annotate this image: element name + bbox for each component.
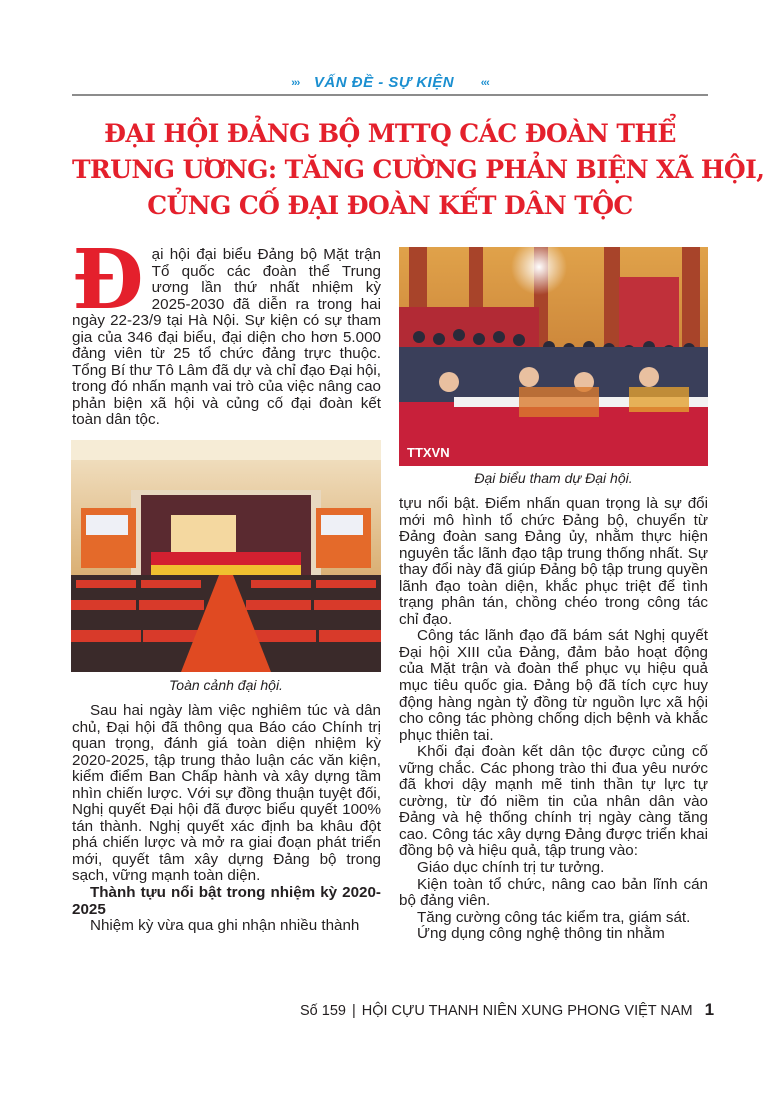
body-paragraph: Sau hai ngày làm việc nghiêm túc và dân chủ, Đại hội đã thông qua Báo cáo Chính trị quan trọng, đánh giá toàn diện nhiệm kỳ 2020-2025, tập trung thảo luận các văn kiện, kiểm điểm Ban Chấp hành và xây dựng tầm nhìn chiến lược. Với sự đồng thuận tuyệt đối, Nghị quyết Đại hội đã được biểu quyết 100% tán thành. Nghị quyết xác định ba khâu đột phá chiến lược và mở ra giai đoạn phát triển mới, quyết tâm xây dựng Đảng bộ trong sạch, vững mạnh toàn diện.	[72, 702, 381, 885]
subheading: Thành tựu nổi bật trong nhiệm kỳ 2020-2025	[72, 884, 381, 918]
intro-paragraph	[72, 232, 381, 429]
list-item: Kiện toàn tổ chức, nâng cao bản lĩnh cán bộ đảng viên.	[399, 875, 708, 910]
intro-text: ại hội đại biểu Đảng bộ Mặt trận Tổ quốc các đoàn thể Trung ương lần thứ nhất nhiệm kỳ 2025-2030 đã diễn ra trong hai ngày 22-23/9 tại Hà Nội. Sự kiện có sự tham gia của 346 đại biểu, đại diện cho hơn 5.000 đảng viên từ 25 tổ chức đảng trực thuộc. Tổng Bí thư Tô Lâm đã dự và chỉ đạo Đại hội, trong đó nhấn mạnh vai trò của việc nâng cao phản biện xã hội và củng cố đại đoàn kết toàn dân tộc.	[72, 246, 381, 429]
headline-line: TRUNG ƯƠNG: TĂNG CƯỜNG PHẢN BIỆN XÃ HỘI,	[72, 155, 765, 184]
caption-hall-overview: Toàn cảnh đại hội.	[169, 677, 283, 693]
hall-overview-photo	[71, 440, 381, 672]
list-item: Giáo dục chính trị tư tưởng.	[417, 859, 605, 877]
header-divider	[72, 94, 708, 96]
left-arrows-icon: ‹‹‹	[480, 77, 489, 89]
body-paragraph: Khối đại đoàn kết dân tộc được củng cố vững chắc. Các phong trào thi đua yêu nước đã khơi dậy mạnh mẽ tinh thần tự lực tự cường, từ đó niềm tin của nhân dân vào Đảng và hệ thống chính trị ngày càng tăng cao. Công tác xây dựng Đảng được triển khai đồng bộ và hiệu quả, tập trung vào:	[399, 743, 708, 860]
page-footer	[300, 1000, 715, 1020]
right-arrows-icon: ›››	[291, 77, 300, 89]
footer-separator: |	[351, 1003, 356, 1019]
article-headline	[72, 116, 765, 224]
caption-delegates: Đại biểu tham dự Đại hội.	[474, 470, 633, 486]
page-number: 1	[704, 1000, 715, 1019]
section-header	[72, 74, 708, 94]
body-paragraph: Công tác lãnh đạo đã bám sát Nghị quyết Đại hội XIII của Đảng, đảm bảo hoạt động của Mặt trận và đoàn thể phục vụ hiệu quả mục tiêu quốc gia. Đảng bộ đã tích cực huy động hàng ngàn tỷ đồng từ nguồn lực xã hội cho công tác phòng chống dịch bệnh và khắc phục thiên tai.	[399, 627, 708, 744]
drop-cap: Đ	[72, 232, 144, 328]
headline-line: CỦNG CỐ ĐẠI ĐOÀN KẾT DÂN TỘC	[147, 191, 633, 220]
left-column-body	[72, 703, 381, 935]
publication-name: HỘI CỰU THANH NIÊN XUNG PHONG VIỆT NAM	[361, 1003, 693, 1019]
headline-line: ĐẠI HỘI ĐẢNG BỘ MTTQ CÁC ĐOÀN THỂ	[104, 119, 676, 148]
watermark: TTXVN	[407, 445, 450, 460]
body-paragraph: tựu nổi bật. Điểm nhấn quan trọng là sự đổi mới mô hình tổ chức Đảng bộ, chuyển từ Đảng đoàn sang Đảng ủy, nhằm thực hiện nguyên tắc lãnh đạo tập trung thống nhất. Sự thay đổi này đã giúp Đảng bộ tập trung quyền lãnh đạo toàn diện, khắc phục triệt để tình trạng phân tán, chồng chéo trong công tác chỉ đạo.	[399, 495, 708, 628]
body-paragraph: Nhiệm kỳ vừa qua ghi nhận nhiều thành	[90, 917, 360, 935]
list-item: Tăng cường công tác kiểm tra, giám sát.	[417, 908, 691, 926]
delegates-photo	[399, 247, 708, 466]
list-item: Ứng dụng công nghệ thông tin nhằm	[417, 925, 665, 943]
right-column-body	[399, 496, 708, 943]
issue-number: Số 159	[300, 1003, 346, 1019]
section-label: VẤN ĐỀ - SỰ KIỆN	[313, 74, 455, 91]
